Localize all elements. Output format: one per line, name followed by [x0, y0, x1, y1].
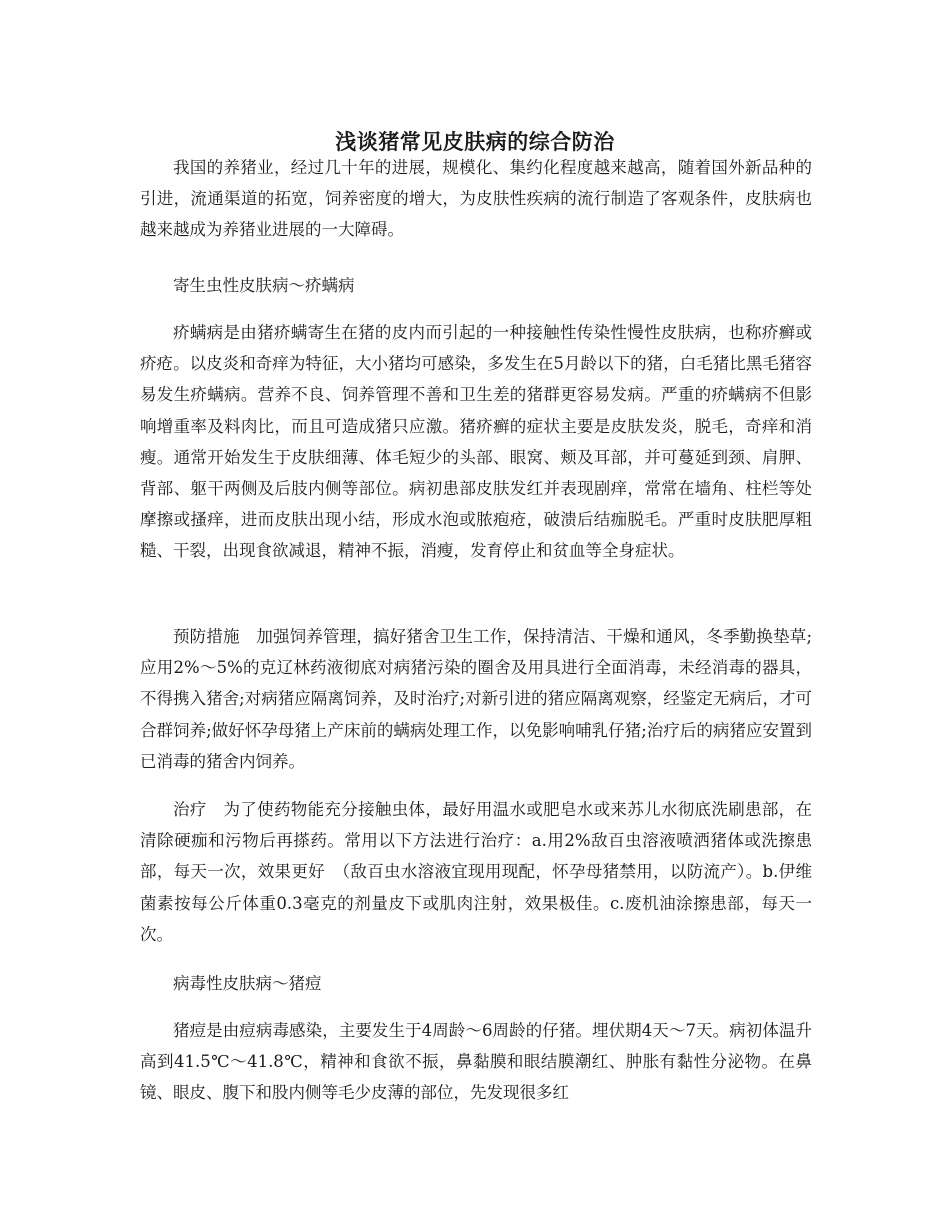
treatment-paragraph: 治疗 为了使药物能充分接触虫体，最好用温水或肥皂水或来苏儿水彻底洗刷患部，在清除硬痂和污物后再搽药。常用以下方法进行治疗：a.用2%敌百虫溶液喷洒猪体或洗擦患部，每天一次，效果更好 （敌百虫水溶液宜现用现配，怀孕母猪禁用，以防流产）。b.伊维菌素按每公斤体重0.3毫克的剂量皮下或肌肉注射，效果极佳。c.废机油涂擦患部，每天一次。 — [140, 800, 812, 944]
scabies-description-paragraph: 疥螨病是由猪疥螨寄生在猪的皮内而引起的一种接触性传染性慢性皮肤病，也称疥癣或疥疮。以皮炎和奇痒为特征，大小猪均可感染，多发生在5月龄以下的猪，白毛猪比黑毛猪容易发生疥螨病。营养不良、饲养管理不善和卫生差的猪群更容易发病。严重的疥螨病不但影响增重率及料肉比，而且可造成猪只应激。猪疥癣的症状主要是皮肤发炎，脱毛，奇痒和消瘦。通常开始发生于皮肤细薄、体毛短少的头部、眼窝、颊及耳部，并可蔓延到颈、肩胛、背部、躯干两侧及后肢内侧等部位。病初患部皮肤发红并表现剧痒，常常在墙角、柱栏等处摩擦或搔痒，进而皮肤出现小结，形成水泡或脓疱疮，破溃后结痂脱毛。严重时皮肤肥厚粗糙、干裂，出现食欲减退，精神不振，消瘦，发育停止和贫血等全身症状。 — [140, 323, 812, 561]
section-heading-scabies: 寄生虫性皮肤病～疥螨病 — [173, 276, 355, 295]
prevention-paragraph: 预防措施 加强饲养管理，搞好猪舍卫生工作，保持清洁、干燥和通风，冬季勤换垫草;应用2%～5%的克辽林药液彻底对病猪污染的圈舍及用具进行全面消毒，未经消毒的器具，不得携入猪舍;对病猪应隔离饲养，及时治疗;对新引进的猪应隔离观察，经鉴定无病后，才可合群饲养;做好怀孕母猪上产床前的螨病处理工作，以免影响哺乳仔猪;治疗后的病猪应安置到已消毒的猪舍内饲养。 — [140, 627, 812, 771]
document-title: 浅谈猪常见皮肤病的综合防治 — [335, 129, 615, 155]
intro-paragraph: 我国的养猪业，经过几十年的进展，规模化、集约化程度越来越高，随着国外新品种的引进，流通渠道的拓宽，饲养密度的增大，为皮肤性疾病的流行制造了客观条件，皮肤病也越来越成为养猪业进展的一大障碍。 — [140, 158, 812, 240]
section-heading-swinepox: 病毒性皮肤病～猪痘 — [173, 974, 322, 993]
swinepox-description-paragraph: 猪痘是由痘病毒感染，主要发生于4周龄～6周龄的仔猪。埋伏期4天～7天。病初体温升高到41.5℃～41.8℃，精神和食欲不振，鼻黏膜和眼结膜潮红、肿胀有黏性分泌物。在鼻镜、眼皮、腹下和股内侧等毛少皮薄的部位，先发现很多红 — [140, 1021, 812, 1103]
